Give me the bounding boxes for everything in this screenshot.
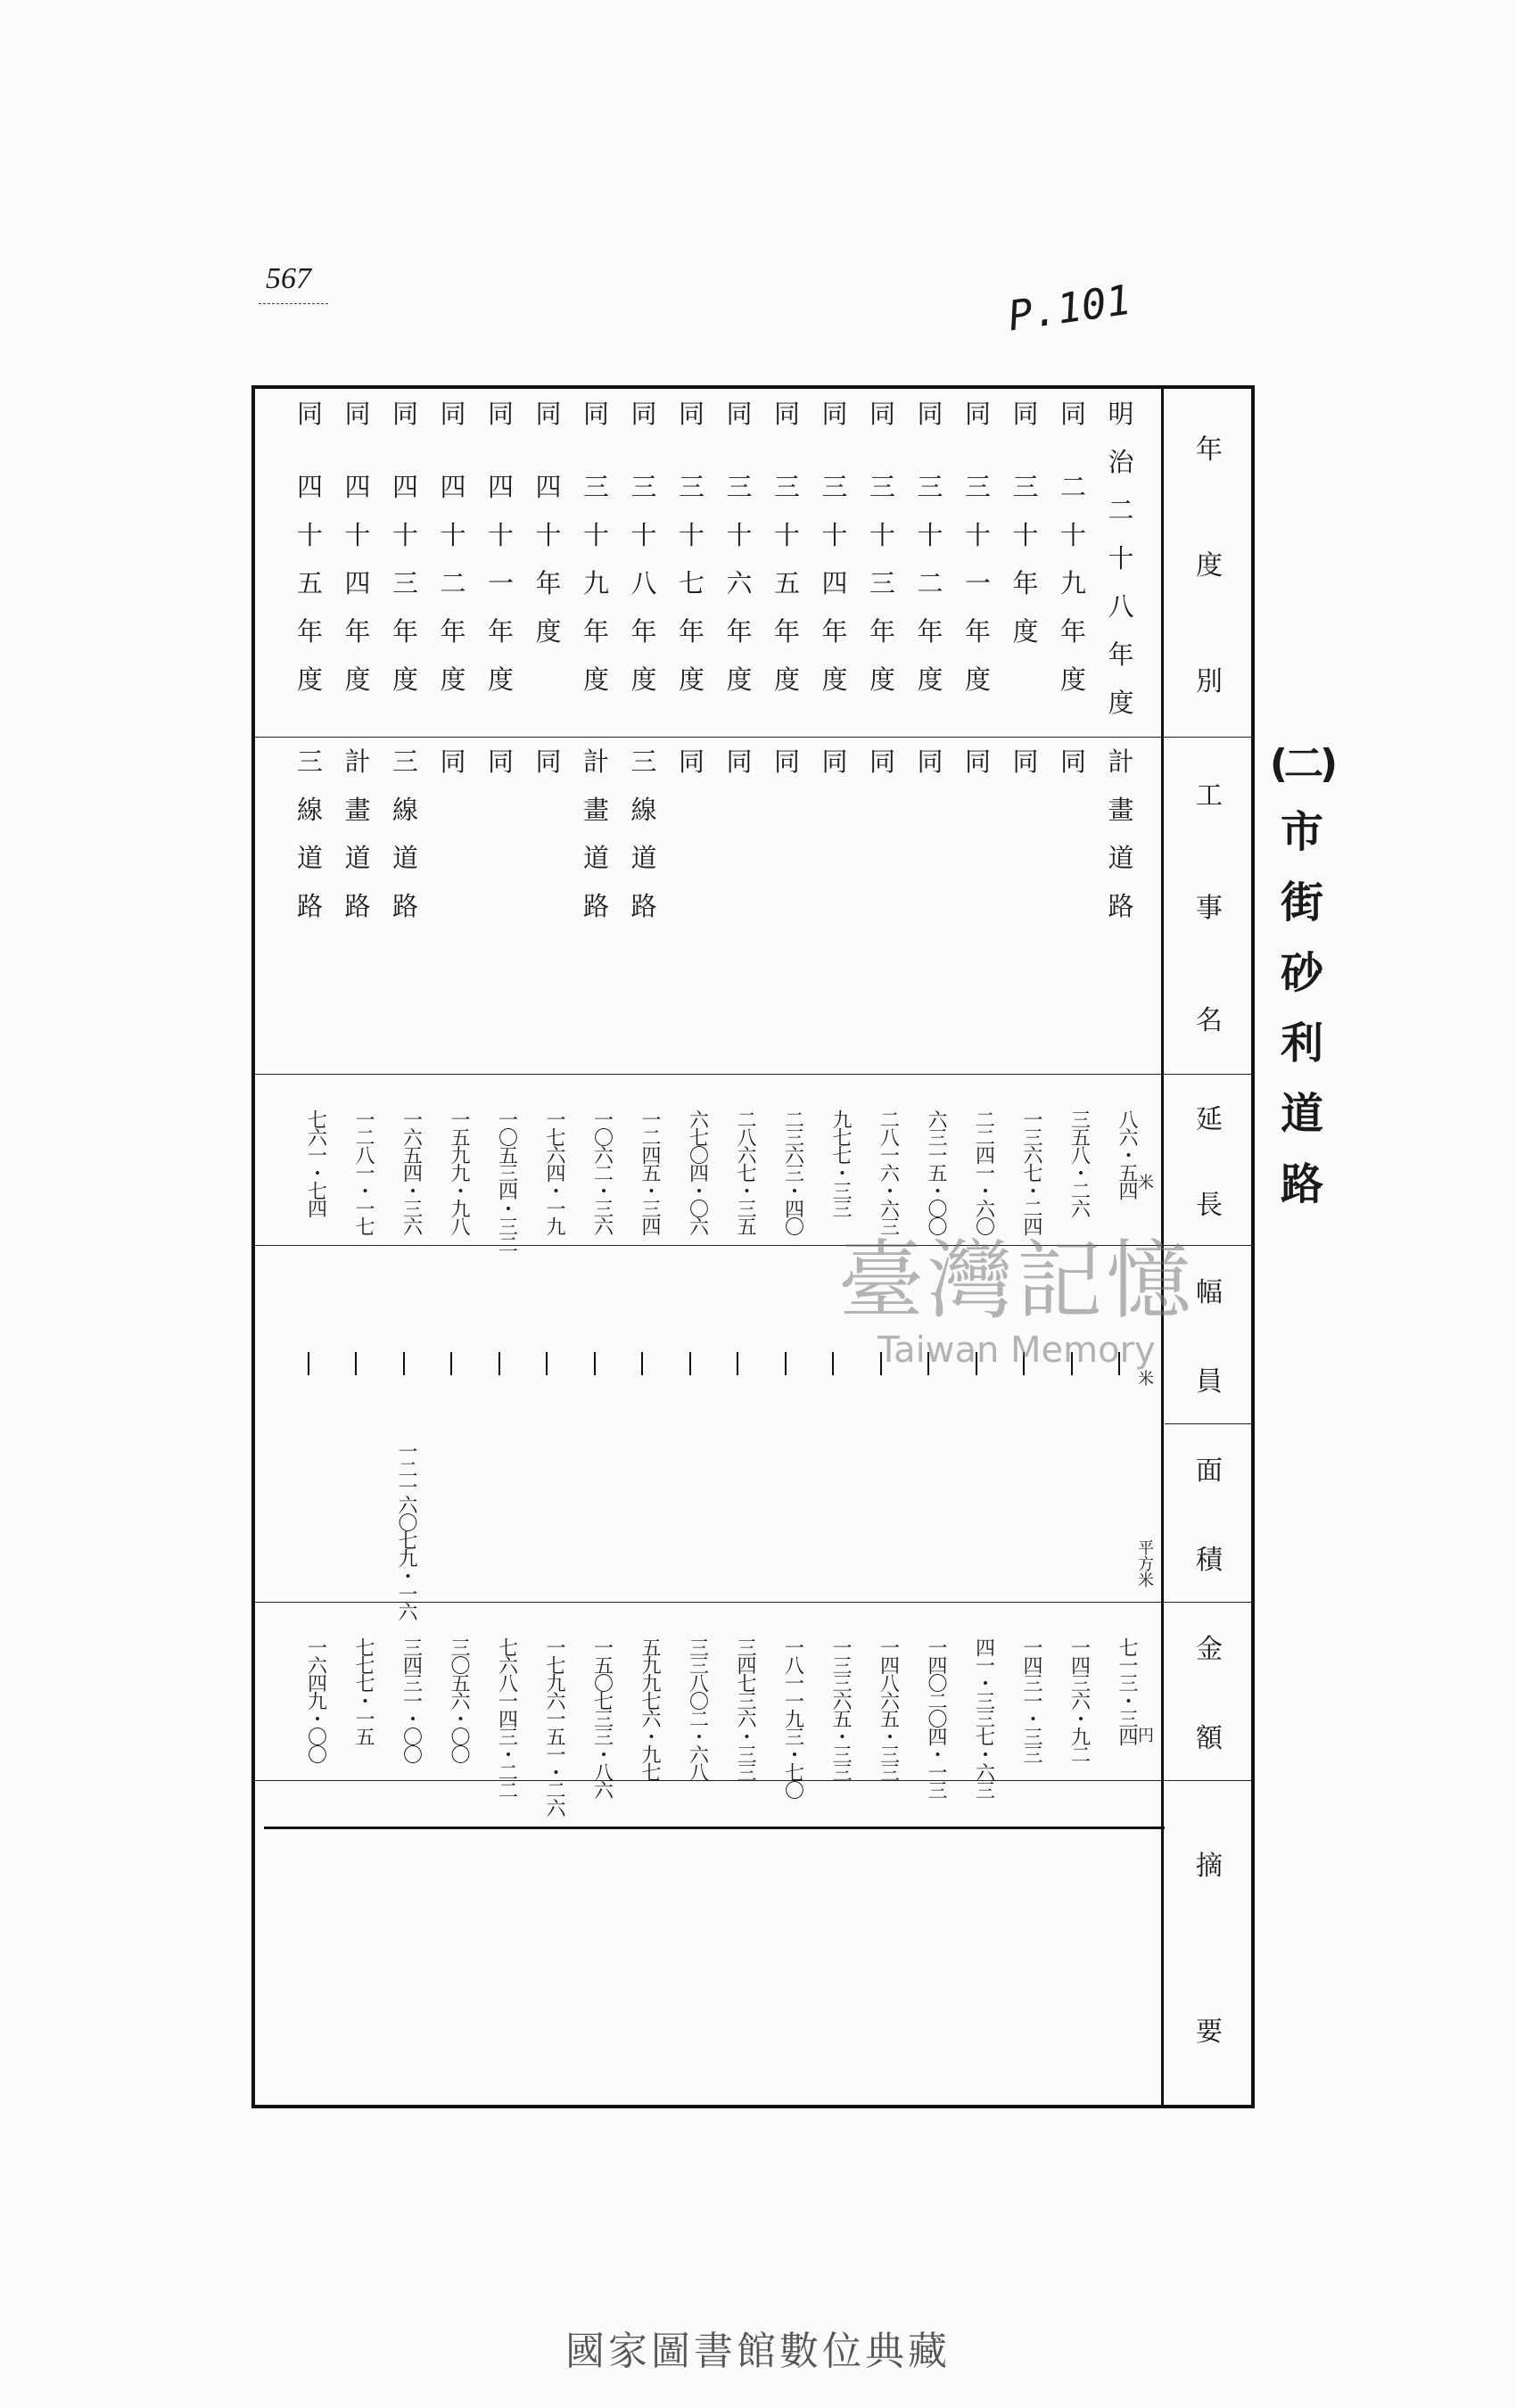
cell-work-name: 同 [821, 746, 848, 777]
cell-amount: 一八一一九三・七〇 [781, 1637, 804, 1798]
section-title-char: 路 [1280, 1159, 1323, 1209]
cell-width-dash [594, 1352, 596, 1375]
cell-length: 一二四五・三四 [639, 1109, 661, 1234]
row-sep-year [255, 737, 1165, 738]
cell-year: 同 三 十 五 年 度 [773, 399, 800, 695]
header-length: 延 長 [1196, 1104, 1223, 1221]
cell-amount: 三四三一・〇〇 [400, 1637, 423, 1762]
header-area: 面 積 [1196, 1456, 1223, 1576]
cell-amount: 四一・三三七・六三 [972, 1637, 995, 1798]
section-number: (二) [1269, 741, 1335, 787]
section-title-char: 市 [1280, 807, 1323, 857]
cell-length: 八六・五四 [1116, 1109, 1138, 1199]
header-summary: 摘 要 [1196, 1851, 1223, 2048]
cell-amount: 一五〇七三三・八六 [590, 1637, 614, 1798]
cell-year: 同 三 十 八 年 度 [630, 399, 657, 695]
page-number: 567 [266, 262, 311, 295]
area-total: 一二一六〇七九・一六 [395, 1441, 417, 1620]
cell-length: 六三一五・〇〇 [925, 1109, 947, 1234]
cell-length: 一六五四・三六 [400, 1109, 423, 1234]
cell-work-name: 同 [964, 746, 991, 777]
section-title [1266, 731, 1338, 1220]
cell-work-name: 同 [869, 746, 895, 777]
cell-year: 同 三 十 四 年 度 [821, 399, 848, 695]
cell-year: 同 三 十 七 年 度 [678, 399, 704, 695]
cell-year: 同 二 十 九 年 度 [1059, 399, 1086, 695]
cell-year: 同 三 十 九 年 度 [582, 399, 609, 695]
cell-length: 三五八・二六 [1067, 1109, 1091, 1216]
cell-width-dash [498, 1352, 500, 1375]
cell-amount: 一三三六五・三三 [829, 1637, 852, 1780]
cell-width-dash [546, 1352, 548, 1375]
area-unit: 平方米 [1135, 1539, 1154, 1587]
cell-amount: 一四三六・九二 [1067, 1637, 1091, 1762]
cell-work-name: 同 [440, 746, 466, 777]
cell-year: 同 四 十 年 度 [535, 399, 562, 647]
cell-work-name: 同 [535, 746, 562, 777]
cell-width-dash [403, 1352, 405, 1375]
cell-length: 二二四一・六〇 [972, 1109, 995, 1234]
cell-amount: 一四〇二〇四・一三 [925, 1637, 947, 1798]
cell-year: 同 四 十 二 年 度 [440, 399, 466, 695]
cell-amount: 一七九六一五一・二六 [543, 1637, 565, 1816]
cell-amount: 七六八一四三・二二 [495, 1637, 518, 1798]
cell-work-name: 三 線 道 路 [391, 746, 418, 921]
cell-work-name: 同 [917, 746, 943, 777]
cell-amount: 三四七三六・三三 [734, 1637, 756, 1780]
cell-work-name: 計 畫 道 路 [344, 746, 371, 921]
cell-length: 七六一・七四 [304, 1109, 327, 1216]
cell-year: 同 四 十 一 年 度 [487, 399, 514, 695]
cell-width-dash [308, 1352, 309, 1375]
cell-length: 二三六三・四〇 [781, 1109, 804, 1234]
cell-year: 同 三 十 年 度 [1012, 399, 1039, 647]
cell-work-name: 同 [1012, 746, 1039, 777]
cell-amount: 一四三一・三三 [1020, 1637, 1042, 1762]
footer-archive-label: 國家圖書館數位典藏 [565, 2329, 951, 2374]
cell-amount: 七七七・一五 [352, 1637, 375, 1744]
cell-length: 六七〇四・〇六 [686, 1109, 709, 1234]
cell-length: 一五九九・九八 [448, 1109, 470, 1234]
cell-year: 同 四 十 五 年 度 [296, 399, 323, 695]
cell-work-name: 同 [678, 746, 704, 777]
area-bracket [264, 1827, 1165, 1838]
watermark-en: Taiwan Memory [877, 1330, 1156, 1371]
cell-year: 同 三 十 三 年 度 [869, 399, 895, 695]
cell-amount: 三〇五六・〇〇 [448, 1637, 470, 1762]
section-title-char: 道 [1280, 1089, 1323, 1139]
cell-work-name: 同 [773, 746, 800, 777]
cell-length: 一〇六二・三六 [590, 1109, 614, 1234]
cell-amount: 五九九七六・九七 [639, 1637, 661, 1780]
cell-amount: 一四八六五・三三 [877, 1637, 900, 1780]
amount-unit: 円 [1135, 1727, 1154, 1743]
cell-year: 同 四 十 三 年 度 [391, 399, 418, 695]
row-sep-work [255, 1074, 1165, 1075]
watermark-cn: 臺灣記憶 [838, 1231, 1195, 1331]
header-year: 年 度 別 [1196, 434, 1223, 697]
cell-length: 一七六四・一九 [543, 1109, 565, 1234]
handwritten-note: P.101 [1004, 275, 1134, 341]
cell-width-dash [737, 1352, 738, 1375]
cell-work-name: 同 [1059, 746, 1086, 777]
length-unit: 米 [1135, 1174, 1154, 1190]
cell-year: 明 治 二 十 八 年 度 [1108, 399, 1134, 718]
cell-length: 一三六七・二四 [1020, 1109, 1042, 1234]
width-unit: 米 [1135, 1370, 1154, 1386]
cell-length: 一二八一・一七 [352, 1109, 375, 1234]
header-work-name: 工 事 名 [1196, 780, 1223, 1036]
cell-work-name: 三 線 道 路 [296, 746, 323, 921]
cell-length: 二八六七・三五 [734, 1109, 756, 1234]
cell-year: 同 三 十 一 年 度 [964, 399, 991, 695]
header-amount: 金 額 [1196, 1634, 1223, 1754]
page-number-rule [259, 303, 328, 304]
cell-year: 同 三 十 二 年 度 [917, 399, 943, 695]
cell-amount: 三三八〇二・六八 [686, 1637, 709, 1780]
cell-length: 二八一六・六三 [877, 1109, 900, 1234]
cell-work-name: 計 畫 道 路 [582, 746, 609, 921]
cell-work-name: 三 線 道 路 [630, 746, 657, 921]
section-title-char: 利 [1280, 1018, 1323, 1068]
cell-length: 一〇五三四・三二 [495, 1109, 518, 1252]
cell-year: 同 三 十 六 年 度 [726, 399, 753, 695]
watermark [767, 1213, 1266, 1371]
cell-amount: 一六四九・〇〇 [304, 1637, 327, 1762]
cell-width-dash [689, 1352, 691, 1375]
row-sep-area [255, 1780, 1165, 1781]
section-title-char: 砂 [1280, 948, 1323, 998]
section-title-char: 街 [1280, 878, 1323, 928]
header-width: 幅 員 [1196, 1277, 1223, 1398]
cell-amount: 七一三・三四 [1116, 1637, 1138, 1744]
cell-width-dash [355, 1352, 357, 1375]
cell-work-name: 計 畫 道 路 [1108, 746, 1134, 921]
cell-length: 九七七・三三 [829, 1109, 852, 1216]
cell-width-dash [450, 1352, 452, 1375]
cell-work-name: 同 [726, 746, 753, 777]
cell-work-name: 同 [487, 746, 514, 777]
cell-year: 同 四 十 四 年 度 [344, 399, 371, 695]
cell-width-dash [641, 1352, 643, 1375]
